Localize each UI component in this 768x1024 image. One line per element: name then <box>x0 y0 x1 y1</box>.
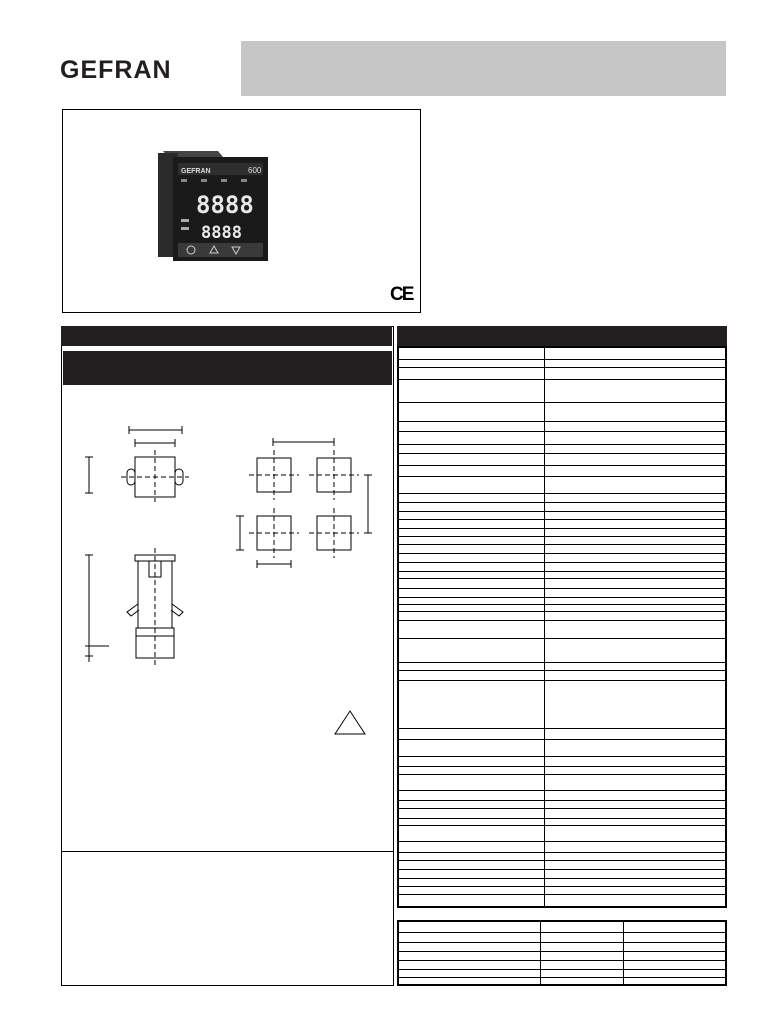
spec-row-divider <box>399 402 725 403</box>
spec-row-divider <box>399 588 725 589</box>
dimensions-header-bar <box>61 326 392 346</box>
order-row-divider <box>399 960 725 961</box>
title-bar <box>241 41 726 96</box>
spec-row-divider <box>399 774 725 775</box>
svg-text:GEFRAN: GEFRAN <box>60 56 172 83</box>
order-row-divider <box>399 977 725 978</box>
spec-row-divider <box>399 453 725 454</box>
spec-row-divider <box>399 502 725 503</box>
spec-row-divider <box>399 680 725 681</box>
spec-row-divider <box>399 852 725 853</box>
spec-row-divider <box>399 604 725 605</box>
spec-row-divider <box>399 528 725 529</box>
svg-text:600: 600 <box>248 166 262 175</box>
front-view <box>85 426 189 502</box>
spec-row-divider <box>399 511 725 512</box>
spec-row-divider <box>399 886 725 887</box>
spec-row-divider <box>399 493 725 494</box>
spec-row-divider <box>399 431 725 432</box>
specifications-table <box>397 346 727 908</box>
spec-row-divider <box>399 421 725 422</box>
spec-row-divider <box>399 869 725 870</box>
warning-triangle-icon <box>335 711 365 734</box>
spec-row-divider <box>399 465 725 466</box>
spec-column-divider <box>544 348 545 906</box>
svg-text:8888: 8888 <box>196 191 254 219</box>
spec-row-divider <box>399 818 725 819</box>
side-view <box>85 548 183 668</box>
spec-row-divider <box>399 766 725 767</box>
spec-row-divider <box>399 860 725 861</box>
dimensions-subheader-bar <box>63 351 392 385</box>
notes-box <box>61 852 394 986</box>
spec-row-divider <box>399 359 725 360</box>
order-row-divider <box>399 951 725 952</box>
order-column-divider <box>623 922 624 984</box>
ordering-table <box>397 920 727 986</box>
spec-row-divider <box>399 894 725 895</box>
spec-row-divider <box>399 611 725 612</box>
spec-row-divider <box>399 728 725 729</box>
order-row-divider <box>399 942 725 943</box>
spec-row-divider <box>399 756 725 757</box>
spec-row-divider <box>399 790 725 791</box>
spec-row-divider <box>399 800 725 801</box>
spec-row-divider <box>399 476 725 477</box>
spec-row-divider <box>399 544 725 545</box>
spec-row-divider <box>399 670 725 671</box>
spec-row-divider <box>399 620 725 621</box>
spec-row-divider <box>399 379 725 380</box>
controller-photo <box>153 145 273 265</box>
spec-row-divider <box>399 597 725 598</box>
order-row-divider <box>399 932 725 933</box>
spec-row-divider <box>399 825 725 826</box>
svg-text:GEFRAN: GEFRAN <box>181 168 211 175</box>
spec-row-divider <box>399 519 725 520</box>
order-row-divider <box>399 969 725 970</box>
panel-cutout-view <box>236 438 372 568</box>
spec-row-divider <box>399 553 725 554</box>
spec-row-divider <box>399 841 725 842</box>
spec-row-divider <box>399 562 725 563</box>
order-column-divider <box>540 922 541 984</box>
svg-text:8888: 8888 <box>201 223 242 243</box>
spec-row-divider <box>399 808 725 809</box>
specifications-header-bar <box>397 326 727 346</box>
spec-row-divider <box>399 367 725 368</box>
spec-row-divider <box>399 444 725 445</box>
spec-row-divider <box>399 739 725 740</box>
spec-row-divider <box>399 571 725 572</box>
ce-certification-mark: CE <box>390 284 413 305</box>
spec-row-divider <box>399 878 725 879</box>
spec-row-divider <box>399 662 725 663</box>
gefran-logo <box>60 55 212 83</box>
spec-row-divider <box>399 536 725 537</box>
spec-row-divider <box>399 578 725 579</box>
spec-row-divider <box>399 638 725 639</box>
dimensions-drawing <box>61 390 394 750</box>
